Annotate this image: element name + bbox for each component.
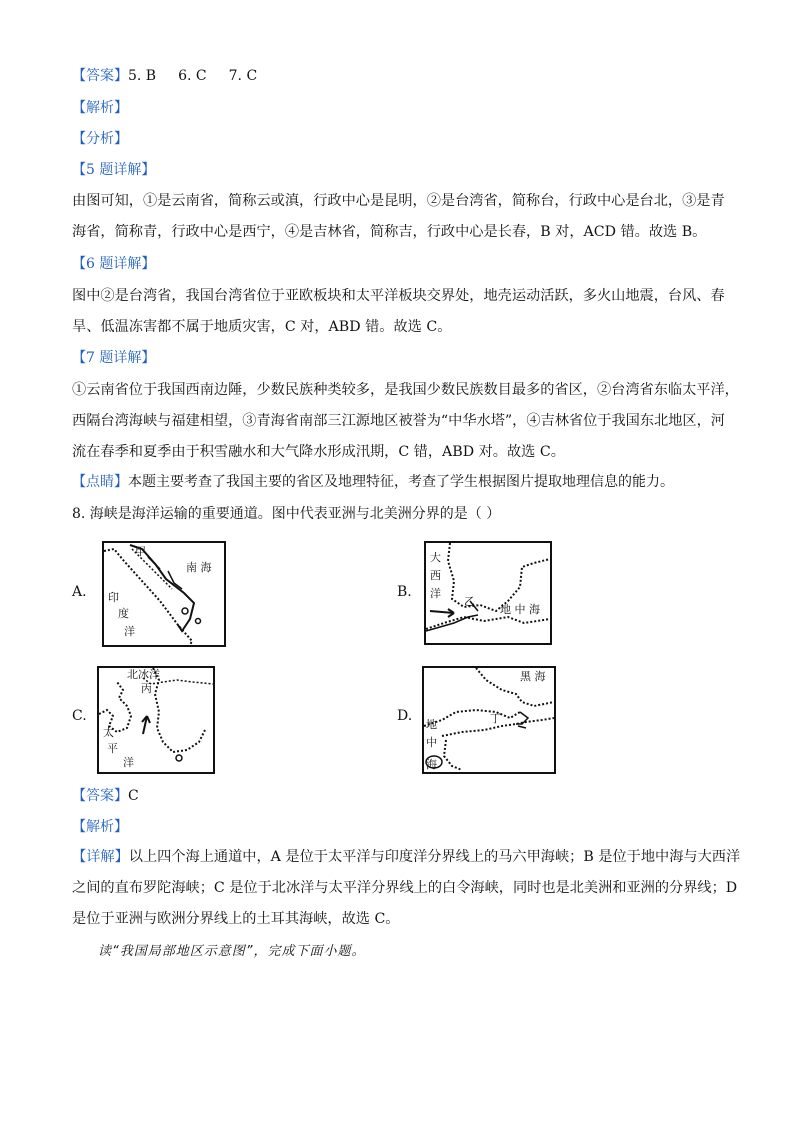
q8-stem: 8. 海峡是海洋运输的重要通道。图中代表亚洲与北美洲分界的是（ ）: [72, 506, 501, 522]
option-d-label: D.: [397, 708, 413, 724]
answer-5: 5. B: [128, 68, 157, 84]
map-c-bing: 丙: [141, 682, 152, 695]
map-b-xi: 西: [430, 569, 441, 582]
map-b-da: 大: [430, 551, 441, 564]
dianjing-tag: 【点睛】: [72, 474, 128, 490]
fenxi-tag: 【分析】: [72, 131, 128, 147]
map-a-jia: 甲: [135, 545, 146, 558]
map-a-yin: 印: [108, 591, 119, 604]
q8-detail-line: 之间的直布罗陀海峡；C 是位于北冰洋与太平洋分界线上的白令海峡，同时也是北美洲和亚洲的分界线；D: [72, 880, 738, 896]
map-a: [102, 541, 226, 647]
q8-detail-tag: 【详解】: [72, 849, 129, 865]
q6-line: 旱、低温冻害都不属于地质灾害，C 对，ABD 错。故选 C。: [72, 319, 452, 335]
answer-6: 6. C: [178, 68, 207, 84]
q8-detail-line: 是位于亚洲与欧洲分界线上的土耳其海峡，故选 C。: [72, 911, 400, 927]
map-d: [422, 666, 556, 774]
answer2-value: C: [128, 788, 139, 804]
map-c-tai: 太: [103, 726, 114, 739]
map-c: [97, 666, 215, 774]
answer-line: [72, 66, 257, 86]
q7-line: ①云南省位于我国西南边陲，少数民族种类较多，是我国少数民族数目最多的省区，②台湾省东临太平洋，: [72, 382, 739, 398]
map-b: [424, 541, 552, 645]
map-b-yi: 乙: [464, 595, 475, 608]
q5-detail-tag: 【5 题详解】: [72, 162, 156, 178]
next-question-caption: 读“我国局部地区示意图”，完成下面小题。: [98, 944, 366, 959]
q5-line: 由图可知，①是云南省，简称云或滇，行政中心是昆明，②是台湾省，简称台，行政中心是台北，③是青: [72, 193, 725, 209]
option-a-label: A.: [72, 584, 87, 600]
map-b-dizhonghai: 地 中 海: [500, 603, 540, 616]
q7-line: 流在春季和夏季由于积雪融水和大气降水形成汛期，C 错，ABD 对。故选 C。: [72, 444, 565, 460]
q8-detail-line: [72, 842, 741, 873]
map-a-nanhai: 南 海: [186, 561, 212, 574]
analysis-tag: 【解析】: [72, 100, 128, 116]
q7-line: 西隔台湾海峡与福建相望，③青海省南部三江源地区被誉为“中华水塔”，④吉林省位于我国东北地区，河: [72, 413, 725, 429]
map-a-du: 度: [118, 607, 129, 620]
map-d-heihai: 黑 海: [520, 670, 546, 683]
q8-detail-paragraph: [72, 842, 741, 935]
option-b-label: B.: [397, 584, 412, 600]
q7-detail-tag: 【7 题详解】: [72, 350, 156, 366]
answer-tag: 【答案】: [72, 68, 128, 84]
map-a-yang: 洋: [124, 625, 135, 638]
q6-line: 图中②是台湾省，我国台湾省位于亚欧板块和太平洋板块交界处，地壳运动活跃，多火山地震，台风、春: [72, 288, 725, 304]
answer2-line: [72, 786, 139, 806]
q6-paragraph: [72, 281, 724, 343]
map-d-hai: 海: [426, 758, 437, 771]
q5-line: 海省，简称青，行政中心是西宁，④是吉林省，简称吉，行政中心是长春，B 对，ACD 错。故选 B。: [72, 224, 707, 240]
map-d-di: 地: [426, 718, 437, 731]
map-c-yang: 洋: [123, 756, 134, 769]
option-c-label: C.: [72, 708, 87, 724]
answer-7: 7. C: [228, 68, 258, 84]
map-d-ding: 丁: [490, 712, 501, 725]
analysis2-tag: 【解析】: [72, 819, 128, 835]
map-c-beibingyang: 北冰洋: [127, 668, 160, 681]
q5-paragraph: [72, 186, 724, 248]
map-b-yang: 洋: [430, 587, 441, 600]
q8-detail-text: 以上四个海上通道中，A 是位于太平洋与印度洋分界线上的马六甲海峡；B 是位于地中海与大西洋: [128, 849, 741, 865]
q6-detail-tag: 【6 题详解】: [72, 256, 156, 272]
map-c-ping: 平: [107, 742, 118, 755]
q7-paragraph: [72, 375, 739, 468]
map-d-zhong: 中: [426, 736, 437, 749]
dianjing-text: 本题主要考查了我国主要的省区及地理特征，考查了学生根据图片提取地理信息的能力。: [128, 474, 674, 490]
dianjing-line: [72, 472, 674, 492]
answer2-tag: 【答案】: [72, 788, 128, 804]
